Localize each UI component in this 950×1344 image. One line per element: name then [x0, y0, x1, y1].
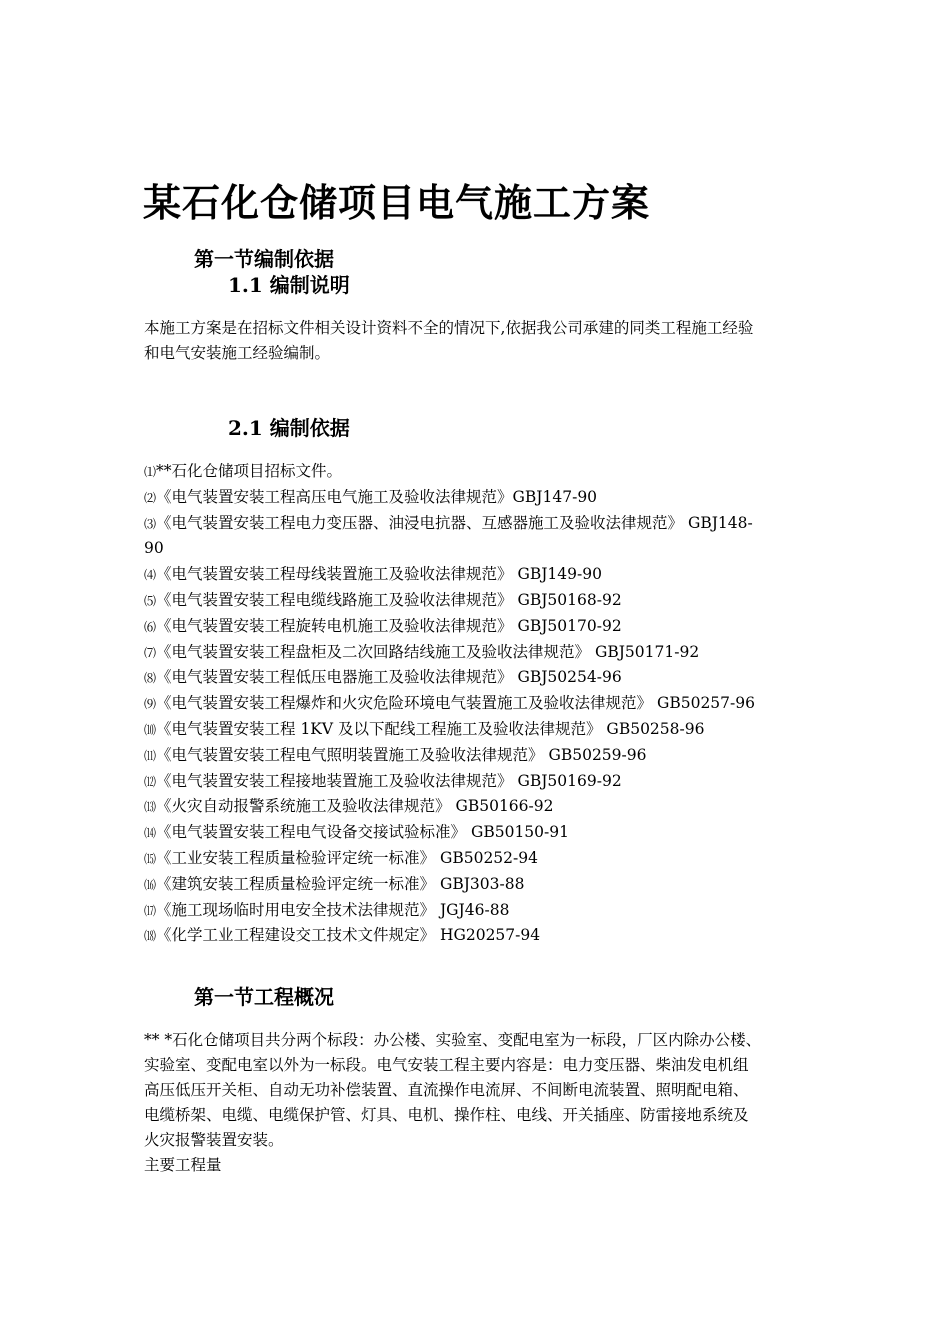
- reference-text: 《电气装置安装工程母线装置施工及验收法律规范》 GBJ149-90: [156, 565, 602, 584]
- reference-item: [144, 536, 824, 562]
- subsection-heading-basis: 2.1 编制依据: [228, 416, 350, 440]
- paragraph-line: 电缆桥架、电缆、电缆保护管、灯具、电机、操作柱、电线、开关插座、防雷接地系统及: [144, 1106, 749, 1124]
- reference-text: 《电气装置安装工程旋转电机施工及验收法律规范》 GBJ50170-92: [156, 616, 622, 635]
- reference-number: ⒃: [144, 877, 157, 892]
- reference-text: 《电气装置安装工程电气照明装置施工及验收法律规范》 GB50259-96: [156, 745, 647, 764]
- reference-text: 《电气装置安装工程低压电器施工及验收法律规范》 GBJ50254-96: [156, 668, 622, 687]
- paragraph-line: 火灾报警装置安装。: [144, 1131, 284, 1149]
- reference-number: ⑶: [144, 516, 157, 531]
- reference-item: [144, 769, 824, 795]
- section-heading-basis: 第一节编制依据: [194, 247, 334, 271]
- reference-text: 《电气装置安装工程高压电气施工及验收法律规范》GBJ147-90: [156, 487, 598, 506]
- document-title: 某石化仓储项目电气施工方案: [143, 180, 651, 225]
- reference-number: ⒂: [144, 851, 157, 866]
- reference-number: ⑴: [144, 465, 157, 479]
- reference-text: 《电气装置安装工程电力变压器、油浸电抗器、互感器施工及验收法律规范》 GBJ148-: [156, 513, 753, 532]
- reference-item: [144, 459, 824, 485]
- reference-item: [144, 872, 824, 898]
- reference-item: [144, 923, 824, 949]
- reference-number: ⑼: [144, 697, 157, 712]
- reference-number: ⑻: [144, 671, 157, 686]
- section-heading-overview: 第一节工程概况: [194, 985, 334, 1009]
- overview-paragraph: [144, 1028, 824, 1178]
- reference-item: [144, 562, 824, 588]
- reference-item: [144, 665, 824, 691]
- reference-item: [144, 691, 824, 717]
- reference-item: [144, 640, 824, 666]
- reference-number: ⒅: [144, 929, 157, 944]
- paragraph-line: 本施工方案是在招标文件相关设计资料不全的情况下,依据我公司承建的同类工程施工经验: [144, 319, 754, 337]
- subsection-heading-explanation: 1.1 编制说明: [228, 273, 350, 297]
- explanation-paragraph: [144, 316, 824, 366]
- reference-list: [144, 459, 824, 949]
- paragraph-line: ** *石化仓储项目共分两个标段：办公楼、实验室、变配电室为一标段，厂区内除办公楼、: [144, 1031, 762, 1049]
- reference-item: [144, 820, 824, 846]
- reference-text: 《电气装置安装工程电缆线路施工及验收法律规范》 GBJ50168-92: [156, 590, 622, 609]
- reference-number: ⑵: [144, 490, 157, 505]
- reference-item: [144, 614, 824, 640]
- reference-text: 《电气装置安装工程爆炸和火灾危险环境电气装置施工及验收法律规范》 GB50257-96: [156, 694, 755, 713]
- reference-text: 《电气装置安装工程 1KV 及以下配线工程施工及验收法律规范》 GB50258-96: [156, 719, 705, 738]
- reference-text: 《电气装置安装工程盘柜及二次回路结线施工及验收法律规范》 GBJ50171-92: [156, 642, 700, 661]
- reference-text: **石化仓储项目招标文件。: [156, 462, 343, 480]
- reference-number: ⑺: [144, 645, 157, 660]
- paragraph-line: 高压低压开关柜、自动无功补偿装置、直流操作电流屏、不间断电流装置、照明配电箱、: [144, 1081, 749, 1099]
- reference-item: [144, 846, 824, 872]
- reference-item: [144, 511, 824, 537]
- reference-item: [144, 485, 824, 511]
- paragraph-line: 主要工程量: [144, 1156, 222, 1174]
- paragraph-line: 和电气安装施工经验编制。: [144, 344, 331, 362]
- reference-number: ⑾: [144, 748, 157, 763]
- reference-text: 90: [144, 539, 164, 558]
- reference-item: [144, 588, 824, 614]
- reference-number: ⒀: [144, 800, 157, 815]
- reference-text: 《电气装置安装工程接地装置施工及验收法律规范》 GBJ50169-92: [156, 771, 622, 790]
- reference-text: 《火灾自动报警系统施工及验收法律规范》 GB50166-92: [156, 797, 554, 816]
- reference-number: ⑹: [144, 619, 157, 634]
- reference-item: [144, 717, 824, 743]
- reference-item: [144, 743, 824, 769]
- reference-number: ⑽: [144, 722, 157, 737]
- reference-item: [144, 898, 824, 924]
- reference-text: 《建筑安装工程质量检验评定统一标准》 GBJ303-88: [156, 874, 525, 893]
- reference-number: ⑿: [144, 774, 157, 789]
- reference-number: ⑸: [144, 593, 157, 608]
- reference-item: [144, 794, 824, 820]
- reference-number: ⑷: [144, 568, 157, 583]
- reference-text: 《电气装置安装工程电气设备交接试验标准》 GB50150-91: [156, 823, 569, 842]
- paragraph-line: 实验室、变配电室以外为一标段。电气安装工程主要内容是：电力变压器、柴油发电机组: [144, 1056, 749, 1074]
- reference-text: 《施工现场临时用电安全技术法律规范》 JGJ46-88: [156, 900, 510, 919]
- reference-text: 《工业安装工程质量检验评定统一标准》 GB50252-94: [156, 848, 538, 867]
- reference-text: 《化学工业工程建设交工技术文件规定》 HG20257-94: [156, 926, 541, 945]
- reference-number: ⒄: [144, 903, 157, 918]
- reference-number: ⒁: [144, 826, 157, 841]
